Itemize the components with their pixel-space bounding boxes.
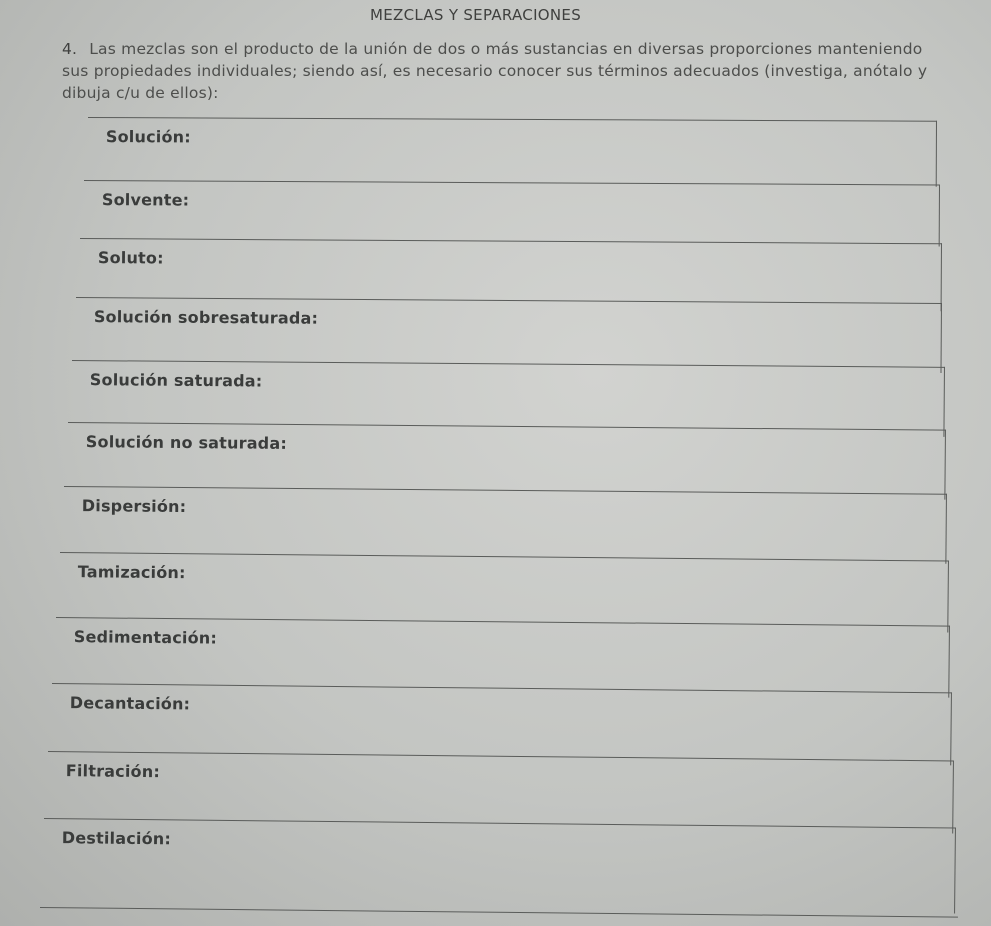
term-label: Solvente: bbox=[101, 190, 190, 210]
term-label: Destilación: bbox=[61, 828, 172, 849]
term-label: Soluto: bbox=[97, 248, 164, 268]
term-label: Sedimentación: bbox=[73, 627, 218, 648]
term-label: Solución saturada: bbox=[89, 370, 263, 391]
term-label: Tamización: bbox=[77, 562, 186, 583]
term-row bbox=[84, 180, 940, 246]
page-title: MEZCLAS Y SEPARACIONES bbox=[370, 6, 582, 24]
term-row bbox=[88, 117, 937, 187]
term-row bbox=[63, 486, 947, 564]
term-label: Dispersión: bbox=[81, 496, 187, 517]
question-text: Las mezclas son el producto de la unión de dos o más sustancias en diversas proporciones manteniendo sus propiedades individuales; siendo así, es necesario conocer sus términos adecuados (investiga, anótalo y dibuja c/u de ellos): bbox=[62, 40, 928, 102]
term-label: Solución no saturada: bbox=[85, 432, 288, 453]
term-label: Solución: bbox=[105, 127, 191, 147]
question-number: 4. bbox=[62, 40, 78, 58]
term-row bbox=[43, 818, 956, 914]
term-label: Solución sobresaturada: bbox=[93, 307, 319, 328]
term-label: Filtración: bbox=[65, 761, 161, 782]
term-label: Decantación: bbox=[69, 693, 191, 714]
